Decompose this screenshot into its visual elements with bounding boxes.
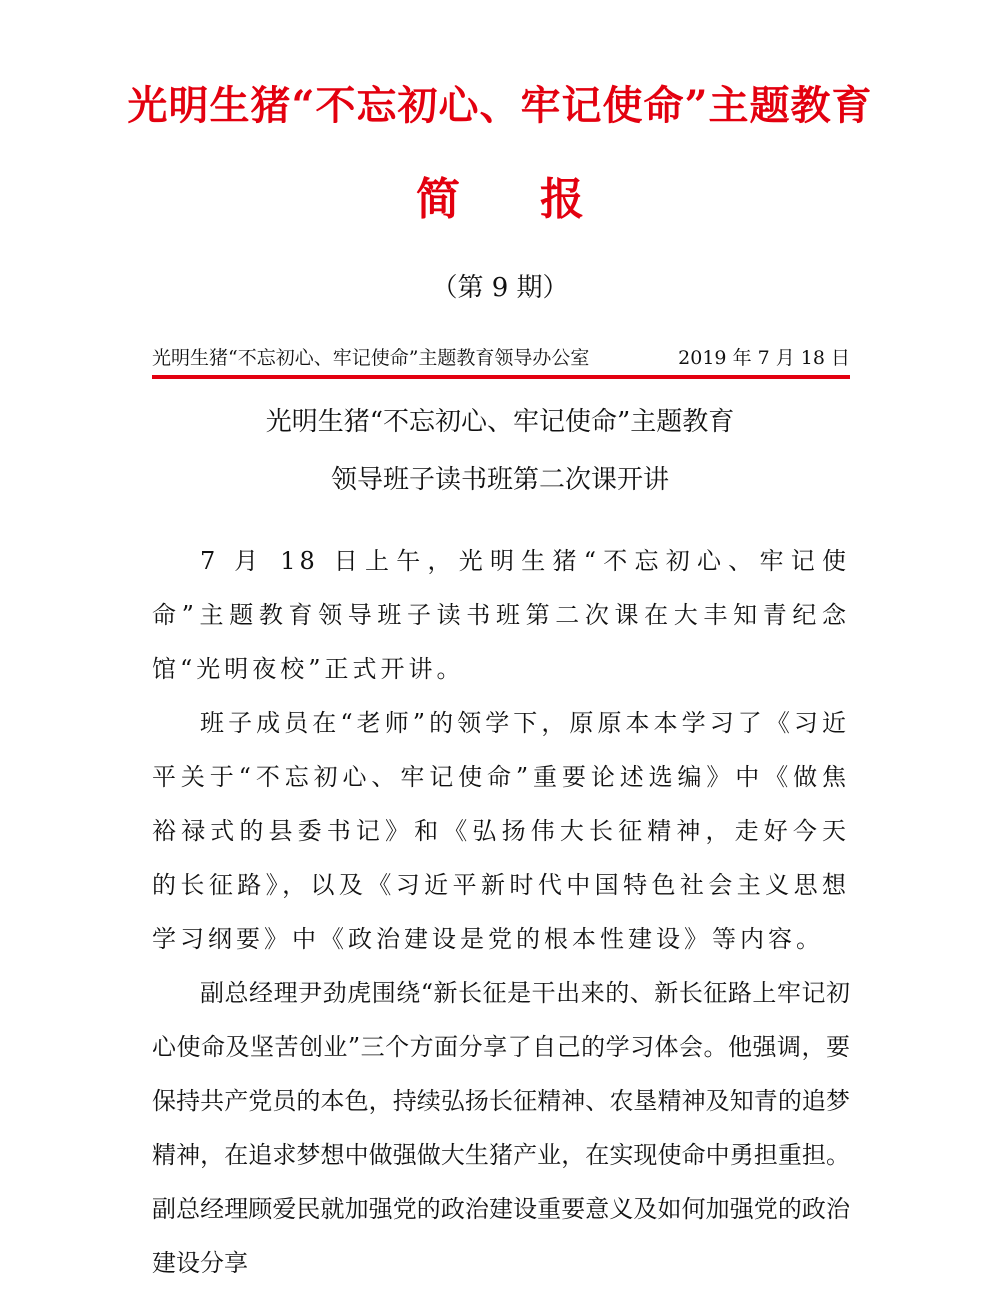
issue-date: 2019 年 7 月 18 日 [678, 347, 850, 369]
red-divider [152, 375, 850, 379]
issue-number: （第 9 期） [431, 273, 569, 303]
article-paragraph: 7 月 18 日上午，光明生猪“不忘初心、牢记使命”主题教育领导班子读书班第二次课在大丰知青纪念馆“光明夜校”正式开讲。 [152, 547, 850, 683]
article-paragraph: 副总经理尹劲虎围绕“新长征是干出来的、新长征路上牢记初心使命及坚苦创业”三个方面分享了自己的学习体会。他强调，要保持共产党员的本色，持续弘扬长征精神、农垦精神及知青的追梦精神，在追求梦想中做强做大生猪产业，在实现使命中勇担重担。副总经理顾爱民就加强党的政治建设重要意义及如何加强党的政治建设分享 [152, 979, 850, 1277]
bulletin-name: 简报 [416, 174, 664, 225]
bulletin-title: 光明生猪“不忘初心、牢记使命”主题教育 [127, 82, 873, 129]
masthead-row [152, 344, 850, 374]
article-title-line-1: 光明生猪“不忘初心、牢记使命”主题教育 [265, 407, 735, 437]
article-body [152, 534, 850, 1277]
issuer-office: 光明生猪“不忘初心、牢记使命”主题教育领导办公室 [152, 347, 590, 369]
article-title-line-2: 领导班子读书班第二次课开讲 [330, 465, 669, 495]
article-paragraph: 班子成员在“老师”的领学下，原原本本学习了《习近平关于“不忘初心、牢记使命”重要论述选编》中《做焦裕禄式的县委书记》和《弘扬伟大长征精神，走好今天的长征路》，以及《习近平新时代中国特色社会主义思想学习纲要》中《政治建设是党的根本性建设》等内容。 [152, 709, 850, 953]
